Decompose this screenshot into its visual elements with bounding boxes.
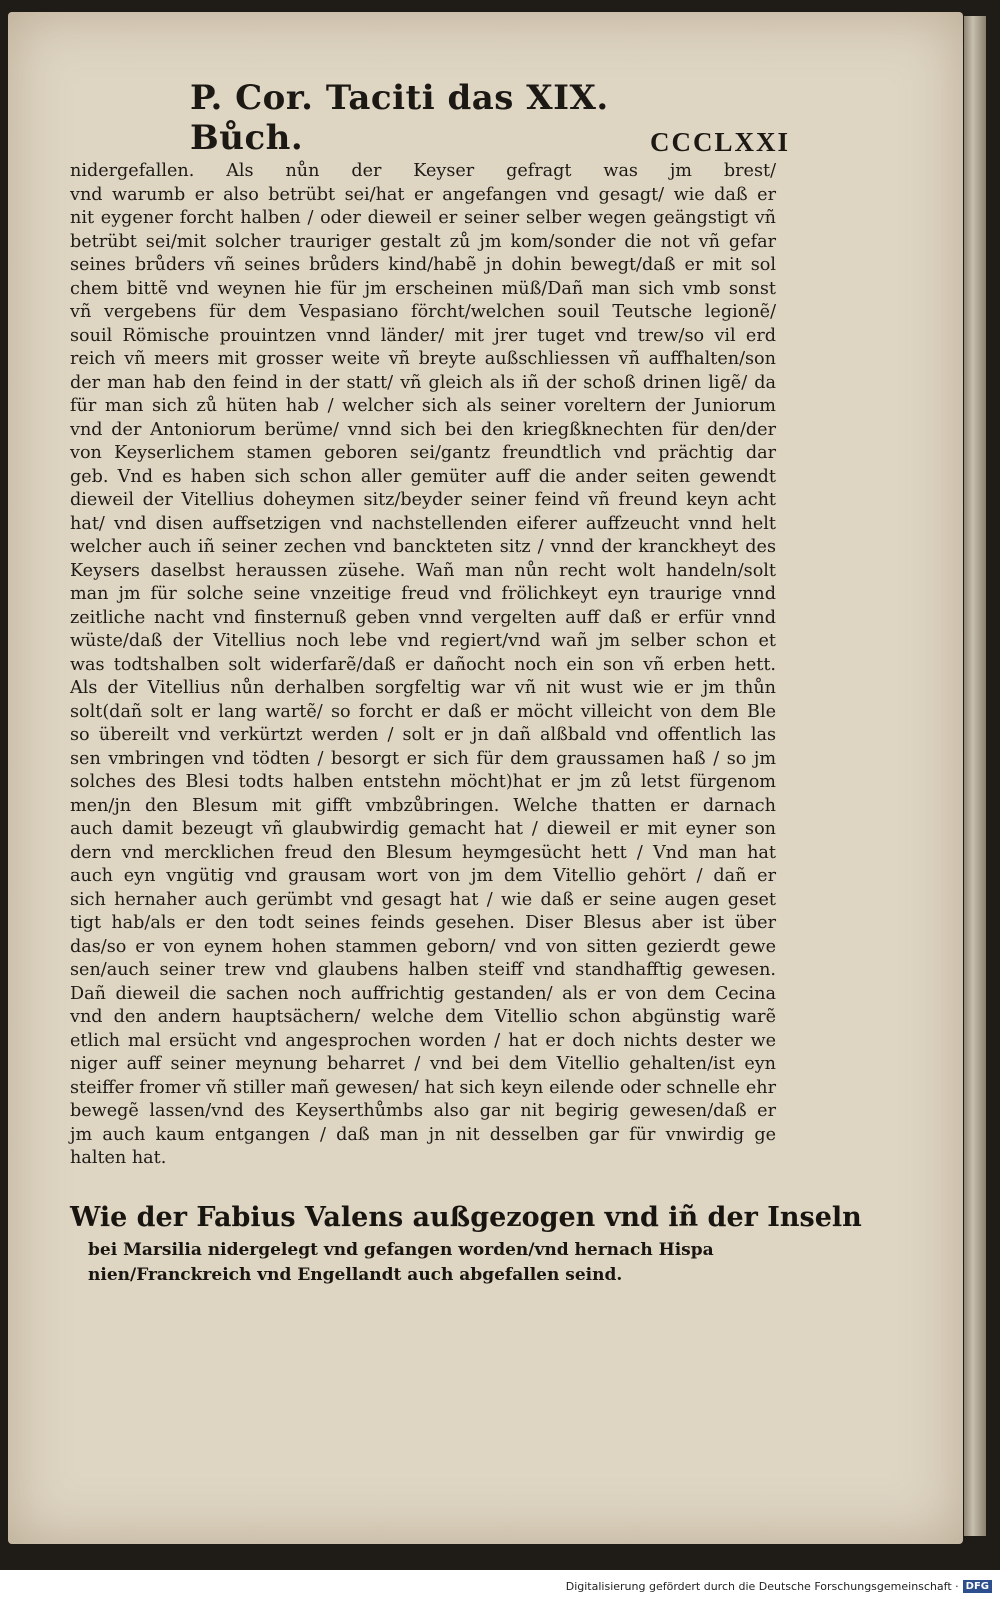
text-line: Keysers daselbst heraussen züsehe. Wañ man nůn recht wolt handeln/solt: [70, 560, 776, 581]
text-line: souil Römische prouintzen vnnd länder/ mit jrer tuget vnd trew/so vil erd: [70, 325, 776, 346]
text-line: Dañ dieweil die sachen noch auffrichtig gestanden/ als er von dem Cecina: [70, 983, 776, 1004]
text-line: betrübt sei/mit solcher trauriger gestalt zů jm kom/sonder die not vñ gefar: [70, 231, 776, 252]
text-line: von Keyserlichem stamen geboren sei/gantz freundtlich vnd prächtig dar: [70, 443, 776, 463]
text-line: welcher auch iñ seiner zechen vnd banckteten sitz / vnnd der kranckheyt des: [70, 537, 776, 557]
text-line: steiffer fromer vñ stiller mañ gewesen/ hat sich keyn eilende oder schnelle ehr: [70, 1077, 776, 1098]
text-line: chem bittẽ vnd weynen hie für jm erscheinen müß/Dañ man sich vmb sonst: [70, 278, 776, 299]
text-line: vnd der Antoniorum berüme/ vnnd sich bei den kriegßknechten für den/der: [70, 419, 776, 440]
text-line: hat/ vnd disen auffsetzigen vnd nachstellenden eiferer auffzeucht vnnd helt: [70, 513, 776, 534]
text-line: das/so er von eynem hohen stammen geborn/ vnd von sitten gezierdt gewe: [70, 936, 776, 957]
text-line: seines brůders vñ seines brůders kind/habẽ jn dohin bewegt/daß er mit sol: [70, 255, 776, 275]
text-line: so übereilt vnd verkürtzt werden / solt er jn dañ alßbald vnd offentlich las: [70, 725, 776, 745]
footer-credit: Digitalisierung gefördert durch die Deutsche Forschungsgemeinschaft ·: [565, 1579, 959, 1593]
text-line: jm auch kaum entgangen / daß man jn nit desselben gar für vnwirdig ge: [70, 1124, 776, 1145]
page-edge: [964, 16, 986, 1536]
text-line: dern vnd mercklichen freud den Blesum heymgesücht hett / Vnd man hat: [70, 842, 776, 863]
text-line: solches des Blesi todts halben entstehn möcht)hat er jm zů letst fürgenom: [70, 772, 776, 792]
text-line: man jm für solche seine vnzeitige freud vnd frölichkeyt eyn traurige vnnd: [70, 584, 776, 604]
text-line: auch eyn vngütig vnd grausam wort von jm dem Vitellio gehört / dañ er: [70, 866, 776, 886]
text-line: vnd warumb er also betrübt sei/hat er angefangen vnd gesagt/ wie daß er: [70, 184, 776, 205]
section-heading-line-1: Wie der Fabius Valens außgezogen vnd iñ der Inseln: [70, 1202, 862, 1233]
running-title: P. Cor. Taciti das XIX. Bůch.: [190, 78, 609, 158]
text-line: Als der Vitellius nůn derhalben sorgfeltig war vñ nit wust wie er jm thůn: [70, 678, 776, 698]
text-line: für man sich zů hüten hab / welcher sich als seiner voreltern der Juniorum: [70, 396, 776, 416]
running-header: [190, 78, 790, 158]
section-heading-line-3: nien/Franckreich vnd Engellandt auch abgefallen seind.: [88, 1265, 623, 1285]
footer-bar: [0, 1570, 1000, 1602]
section-heading-line-2: bei Marsilia nidergelegt vnd gefangen worden/vnd hernach Hispa: [88, 1240, 714, 1260]
text-line: was todtshalben solt widerfarẽ/daß er dañocht noch ein son vñ erben hett.: [70, 654, 776, 675]
text-line: dieweil der Vitellius doheymen sitz/beyder seiner feind vñ freund keyn acht: [70, 490, 776, 510]
text-line: niger auff seiner meynung beharret / vnd bei dem Vitellio gehalten/ist eyn: [70, 1054, 776, 1074]
text-line: solt(dañ solt er lang wartẽ/ so forcht er daß er möcht villeicht von dem Ble: [70, 701, 776, 722]
text-line: der man hab den feind in der statt/ vñ gleich als iñ der schoß drinen ligẽ/ da: [70, 372, 776, 393]
text-line: tigt hab/als er den todt seines feinds gesehen. Diser Blesus aber ist über: [70, 913, 776, 933]
text-line: men/jn den Blesum mit gifft vmbzůbringen. Welche thatten er darnach: [70, 795, 776, 816]
body-text: [70, 160, 776, 1171]
text-line: vñ vergebens für dem Vespasiano förcht/welchen souil Teutsche legionẽ/: [70, 302, 776, 322]
text-line: wüste/daß der Vitellius noch lebe vnd regiert/vnd wañ jm selber schon et: [70, 631, 776, 651]
text-line: etlich mal ersücht vnd angesprochen worden / hat er doch nichts dester we: [70, 1030, 776, 1051]
text-line: zeitliche nacht vnd finsternuß geben vnnd vergelten auff daß er erfür vnnd: [70, 607, 776, 628]
dfg-logo: DFG: [963, 1580, 992, 1593]
text-line: sen/auch seiner trew vnd glaubens halben steiff vnd standhafftig gewesen.: [70, 960, 776, 980]
text-line: halten hat.: [70, 1148, 167, 1168]
text-line: nit eygener forcht halben / oder dieweil er seiner selber wegen geängstigt vñ: [70, 208, 776, 228]
text-line: sen vmbringen vnd tödten / besorgt er sich für dem graussamen haß / so jm: [70, 748, 776, 769]
text-line: nidergefallen. Als nůn der Keyser gefragt was jm brest/: [70, 161, 776, 181]
text-line: reich vñ meers mit grosser weite vñ breyte außschliessen vñ auffhalten/son: [70, 349, 776, 369]
text-line: auch damit bezeugt vñ glaubwirdig gemacht hat / dieweil er mit eyner son: [70, 819, 776, 839]
section-heading: [70, 1198, 862, 1288]
text-line: vnd den andern hauptsächern/ welche dem Vitellio schon abgünstig warẽ: [70, 1007, 776, 1027]
text-line: geb. Vnd es haben sich schon aller gemüter auff die ander seiten gewendt: [70, 466, 776, 487]
text-line: sich hernaher auch gerümbt vnd gesagt hat / wie daß er seine augen geset: [70, 889, 776, 910]
folio-number: CCCLXXI: [649, 127, 790, 157]
text-line: bewegẽ lassen/vnd des Keyserthůmbs also gar nit begirig gewesen/daß er: [70, 1101, 776, 1121]
